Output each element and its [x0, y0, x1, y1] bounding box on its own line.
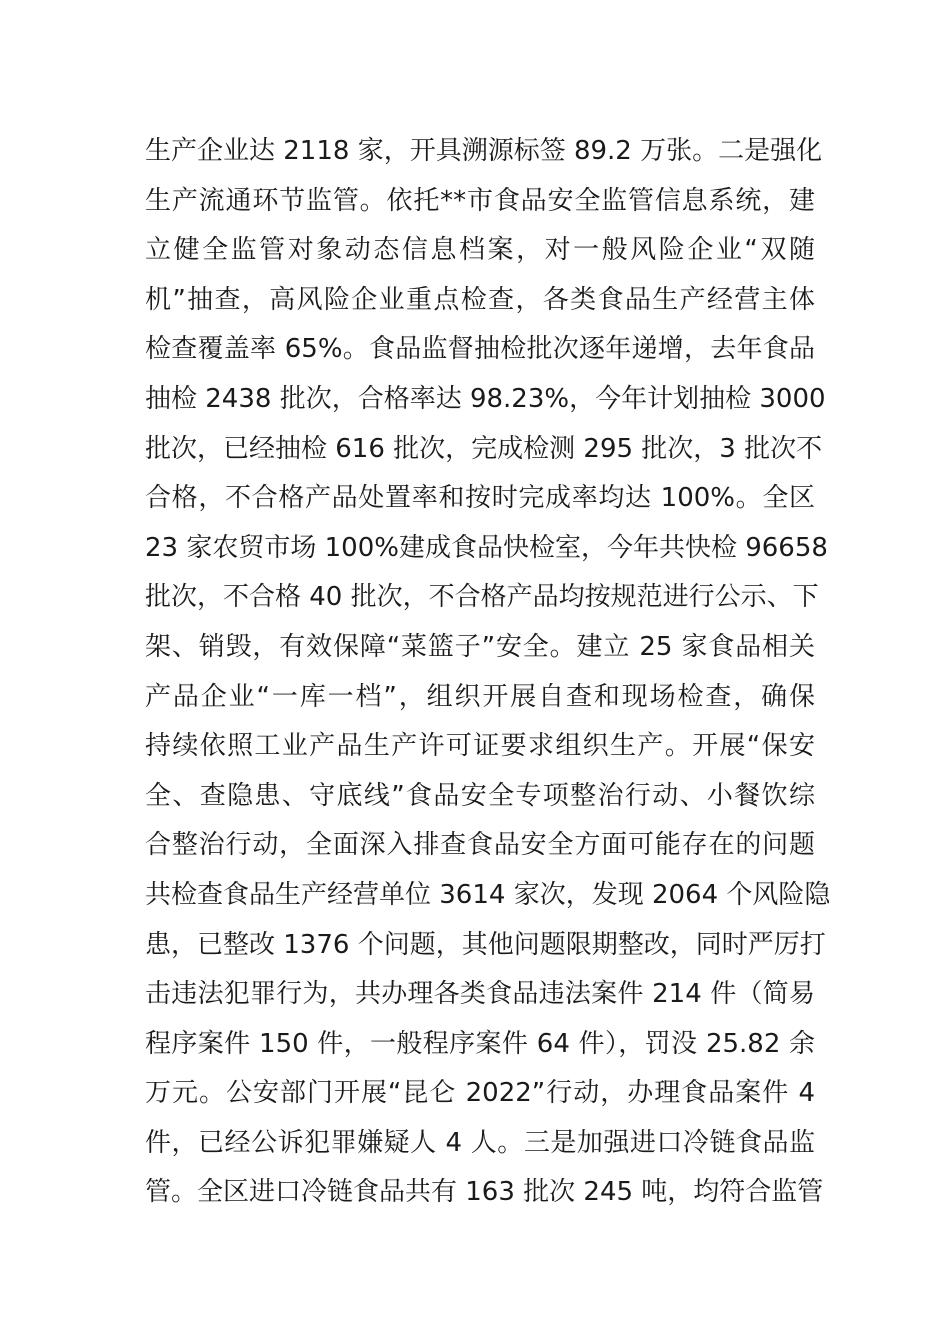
text-line: 击违法犯罪行为，共办理各类食品违法案件 214 件（简易	[145, 979, 815, 1010]
text-line: 程序案件 150 件，一般程序案件 64 件），罚没 25.82 余	[145, 1028, 815, 1059]
text-line: 生产企业达 2118 家，开具溯源标签 89.2 万张。二是强化	[145, 136, 823, 166]
text-line: 产品企业“一库一档”，组织开展自查和现场检查，确保	[145, 681, 815, 712]
text-line: 批次，不合格 40 批次，不合格产品均按规范进行公示、下	[145, 582, 819, 613]
text-line: 23 家农贸市场 100%建成食品快检室，今年共快检 96658	[145, 532, 828, 563]
text-line: 机”抽查，高风险企业重点检查，各类食品生产经营主体	[145, 284, 815, 315]
text-line: 患，已整改 1376 个问题，其他问题限期整改，同时严厉打	[145, 929, 826, 960]
text-line: 合格，不合格产品处置率和按时完成率均达 100%。全区	[145, 483, 815, 514]
body-paragraph	[145, 127, 831, 1218]
text-line: 合整治行动，全面深入排查食品安全方面可能存在的问题	[145, 830, 815, 861]
text-line: 批次，已经抽检 616 批次，完成检测 295 批次，3 批次不	[145, 433, 823, 464]
text-line: 全、查隐患、守底线”食品安全专项整治行动、小餐饮综	[145, 780, 815, 811]
text-line: 管。全区进口冷链食品共有 163 批次 245 吨，均符合监管	[145, 1177, 824, 1208]
text-line: 检查覆盖率 65%。食品监督抽检批次逐年递增，去年食品	[145, 334, 815, 365]
text-line: 抽检 2438 批次，合格率达 98.23%，今年计划抽检 3000	[145, 383, 826, 414]
text-line: 件，已经公诉犯罪嫌疑人 4 人。三是加强进口冷链食品监	[145, 1127, 815, 1158]
text-line: 共检查食品生产经营单位 3614 家次，发现 2064 个风险隐	[145, 879, 831, 910]
text-line: 架、销毁，有效保障“菜篮子”安全。建立 25 家食品相关	[145, 631, 815, 662]
text-line: 生产流通环节监管。依托**市食品安全监管信息系统，建	[145, 185, 815, 216]
text-line: 万元。公安部门开展“昆仑 2022”行动，办理食品案件 4	[145, 1078, 815, 1109]
text-line: 立健全监管对象动态信息档案，对一般风险企业“双随	[145, 235, 815, 266]
text-line: 持续依照工业产品生产许可证要求组织生产。开展“保安	[145, 731, 815, 762]
